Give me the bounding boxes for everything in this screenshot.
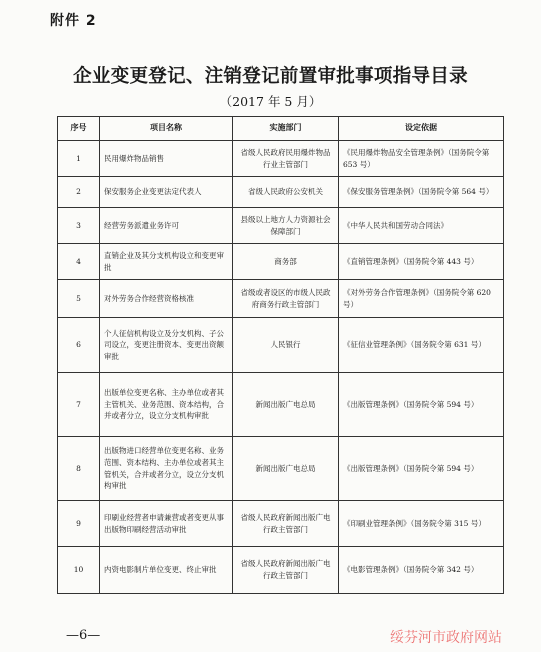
row-department: 人民银行 [233, 318, 339, 373]
row-item-name: 对外劳务合作经营资格核准 [100, 280, 233, 318]
table-row [58, 244, 504, 280]
row-item-name: 个人征信机构设立及分支机构、子公司设立，变更注册资本、变更出资额审批 [100, 318, 233, 373]
row-department: 省级人民政府新闻出版广电行政主管部门 [233, 501, 339, 547]
row-item-name: 印刷业经营者申请兼营或者变更从事出版物印刷经营活动审批 [100, 501, 233, 547]
document-title: 企业变更登记、注销登记前置审批事项指导目录 [73, 66, 468, 87]
row-serial-number: 10 [58, 547, 100, 594]
row-legal-basis: 《中华人民共和国劳动合同法》 [339, 208, 504, 244]
row-item-name: 出版物进口经营单位变更名称、业务范围、资本结构、主办单位或者其主管机关，合并或者分立，设立分支机构审批 [100, 437, 233, 501]
row-legal-basis: 《保安服务管理条例》（国务院令第 564 号） [339, 177, 504, 208]
row-legal-basis: 《出版管理条例》（国务院令第 594 号） [339, 373, 504, 437]
row-legal-basis: 《对外劳务合作管理条例》（国务院令第 620 号） [339, 280, 504, 318]
table-row [58, 177, 504, 208]
row-legal-basis: 《民用爆炸物品安全管理条例》（国务院令第 653 号） [339, 141, 504, 177]
row-department: 商务部 [233, 244, 339, 280]
row-department: 新闻出版广电总局 [233, 437, 339, 501]
row-serial-number: 5 [58, 280, 100, 318]
row-department: 县级以上地方人力资源社会保障部门 [233, 208, 339, 244]
row-serial-number: 6 [58, 318, 100, 373]
row-item-name: 内资电影制片单位变更、终止审批 [100, 547, 233, 594]
row-department: 省级人民政府公安机关 [233, 177, 339, 208]
header-item-name: 项目名称 [100, 117, 233, 141]
row-item-name: 经营劳务派遣业务许可 [100, 208, 233, 244]
row-item-name: 保安服务企业变更法定代表人 [100, 177, 233, 208]
table-row [58, 280, 504, 318]
row-serial-number: 2 [58, 177, 100, 208]
attachment-label: 附件 2 [50, 13, 97, 29]
row-department: 省级人民政府新闻出版广电行政主管部门 [233, 547, 339, 594]
row-department: 新闻出版广电总局 [233, 373, 339, 437]
approval-catalog-table [57, 116, 504, 594]
row-legal-basis: 《出版管理条例》（国务院令第 594 号） [339, 437, 504, 501]
table-row [58, 208, 504, 244]
row-serial-number: 1 [58, 141, 100, 177]
table-header-row [58, 117, 504, 141]
header-serial-number: 序号 [58, 117, 100, 141]
row-legal-basis: 《电影管理条例》（国务院令第 342 号） [339, 547, 504, 594]
row-department: 省级人民政府民用爆炸物品行业主管部门 [233, 141, 339, 177]
table-row [58, 547, 504, 594]
table-row [58, 318, 504, 373]
table-row [58, 373, 504, 437]
row-serial-number: 3 [58, 208, 100, 244]
row-item-name: 直销企业及其分支机构设立和变更审批 [100, 244, 233, 280]
header-legal-basis: 设定依据 [339, 117, 504, 141]
row-serial-number: 7 [58, 373, 100, 437]
row-department: 省级或者设区的市级人民政府商务行政主管部门 [233, 280, 339, 318]
document-date: （2017 年 5 月） [219, 94, 322, 109]
row-serial-number: 4 [58, 244, 100, 280]
row-legal-basis: 《印刷业管理条例》（国务院令第 315 号） [339, 501, 504, 547]
row-serial-number: 8 [58, 437, 100, 501]
table-row [58, 141, 504, 177]
row-item-name: 民用爆炸物品销售 [100, 141, 233, 177]
row-serial-number: 9 [58, 501, 100, 547]
table-row [58, 501, 504, 547]
site-watermark: 绥芬河市政府网站 [390, 630, 502, 646]
row-legal-basis: 《征信业管理条例》（国务院令第 631 号） [339, 318, 504, 373]
page-number: —6— [66, 628, 101, 643]
row-legal-basis: 《直销管理条例》（国务院令第 443 号） [339, 244, 504, 280]
table-row [58, 437, 504, 501]
row-item-name: 出版单位变更名称、主办单位或者其主管机关、业务范围、资本结构，合并或者分立，设立分支机构审批 [100, 373, 233, 437]
header-implementing-department: 实施部门 [233, 117, 339, 141]
